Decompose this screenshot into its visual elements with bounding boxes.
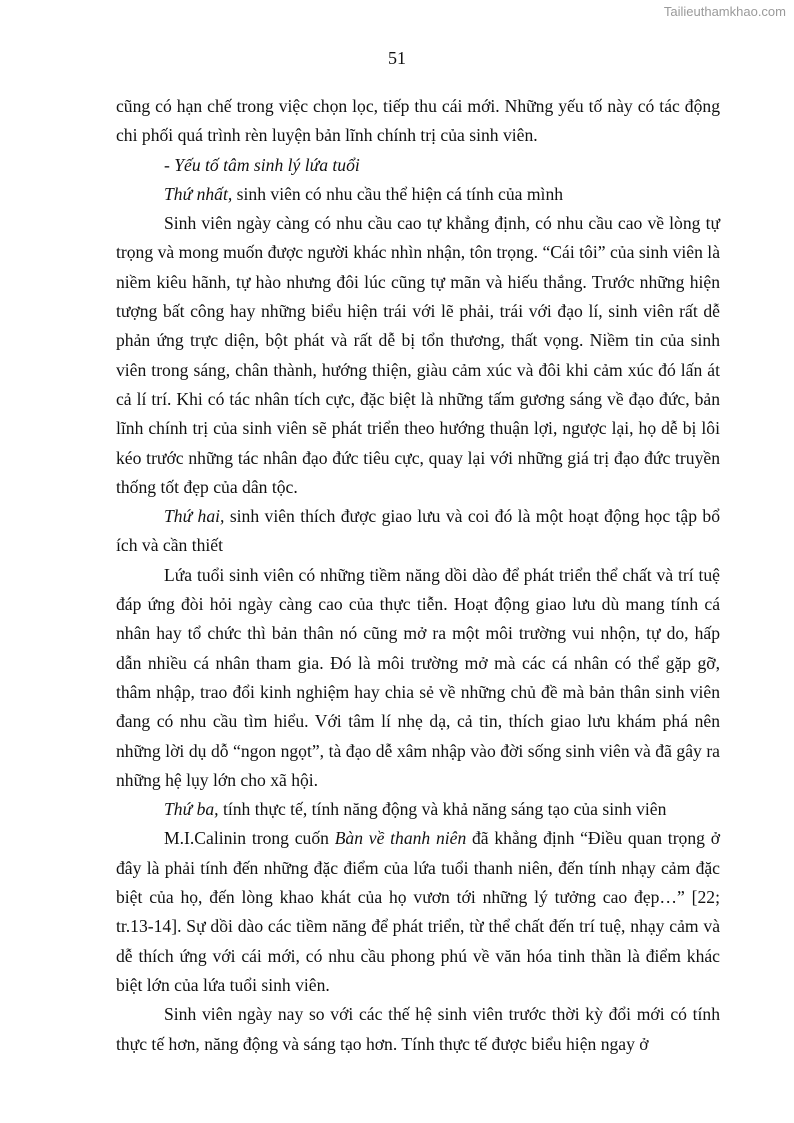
book-title: Bàn về thanh niên (334, 828, 467, 849)
subsection-heading (116, 180, 720, 209)
watermark: Tailieuthamkhao.com (663, 4, 786, 19)
paragraph (116, 824, 720, 1000)
subsection-label: Thứ nhất, (164, 183, 233, 204)
subsection-label: Thứ hai, (164, 506, 225, 527)
subsection-heading (116, 795, 720, 824)
subsection-text: sinh viên có nhu cầu thể hiện cá tính của mình (232, 183, 564, 204)
paragraph: Lứa tuổi sinh viên có những tiềm năng dồi dào để phát triển thể chất và trí tuệ đáp ứng đòi hỏi ngày càng cao của thực tiễn. Hoạt động giao lưu dù mang tính cá nhân hay tổ chức thì bản thân nó cũng mở ra một môi trường vui nhộn, tự do, hấp dẫn nhiều cá nhân tham gia. Đó là môi trường mở mà các cá nhân có thể gặp gỡ, thâm nhập, trao đổi kinh nghiệm hay chia sẻ về những chủ đề mà bản thân sinh viên đang có nhu cầu tìm hiểu. Với tâm lí nhẹ dạ, cả tin, thích giao lưu khám phá nên những lời dụ dỗ “ngon ngọt”, tà đạo dễ xâm nhập vào đời sống sinh viên và đã gây ra những hệ lụy lớn cho xã hội. (116, 564, 720, 790)
subsection-text: sinh viên thích được giao lưu và coi đó là một hoạt động học tập bổ ích và cần thiết (116, 506, 720, 556)
paragraph-text: M.I.Calinin trong cuốn (164, 828, 335, 849)
paragraph: cũng có hạn chế trong việc chọn lọc, tiếp thu cái mới. Những yếu tố này có tác động chi phối quá trình rèn luyện bản lĩnh chính trị của sinh viên. (116, 96, 720, 146)
section-heading: - Yếu tố tâm sinh lý lứa tuổi (164, 154, 360, 175)
subsection-text: tính thực tế, tính năng động và khả năng sáng tạo của sinh viên (218, 799, 667, 820)
paragraph-text: đã khẳng định “Điều quan trọng ở đây là phải tính đến những đặc điểm của lứa tuổi thanh niên, đến tính nhạy cảm đặc biệt của họ, đến lòng khao khát của họ vươn tới những lý tưởng cao đẹp…” [22; tr.13-14]. Sự dồi dào các tiềm năng để phát triển, từ thể chất đến trí tuệ, nhạy cảm và dễ thích ứng với cái mới, có nhu cầu phong phú về văn hóa tinh thần là điểm khác biệt lớn của lứa tuổi sinh viên. (116, 828, 720, 995)
document-body (116, 92, 720, 1059)
paragraph: Sinh viên ngày càng có nhu cầu cao tự khẳng định, có nhu cầu cao về lòng tự trọng và mong muốn được người khác nhìn nhận, tôn trọng. “Cái tôi” của sinh viên là niềm kiêu hãnh, tự hào nhưng đôi lúc cũng tự mãn và hiếu thắng. Trước những hiện tượng bất công hay những biểu hiện trái với lẽ phải, trái với đạo lí, sinh viên rất dễ phản ứng trực diện, bột phát và rất dễ bị tổn thương, thất vọng. Niềm tin của sinh viên trong sáng, chân thành, hướng thiện, giàu cảm xúc và đôi khi cảm xúc đó lấn át cả lí trí. Khi có tác nhân tích cực, đặc biệt là những tấm gương sáng về đạo đức, bản lĩnh chính trị của sinh viên sẽ phát triển theo hướng thuận lợi, ngược lại, họ dễ bị lôi kéo trước những tác nhân đạo đức tiêu cực, quay lại với những giá trị đạo đức truyền thống tốt đẹp của dân tộc. (116, 213, 720, 497)
subsection-label: Thứ ba, (164, 799, 219, 820)
page-number: 51 (388, 48, 406, 68)
subsection-heading (116, 502, 720, 561)
paragraph: Sinh viên ngày nay so với các thế hệ sinh viên trước thời kỳ đổi mới có tính thực tế hơn, năng động và sáng tạo hơn. Tính thực tế được biểu hiện ngay ở (116, 1004, 720, 1054)
